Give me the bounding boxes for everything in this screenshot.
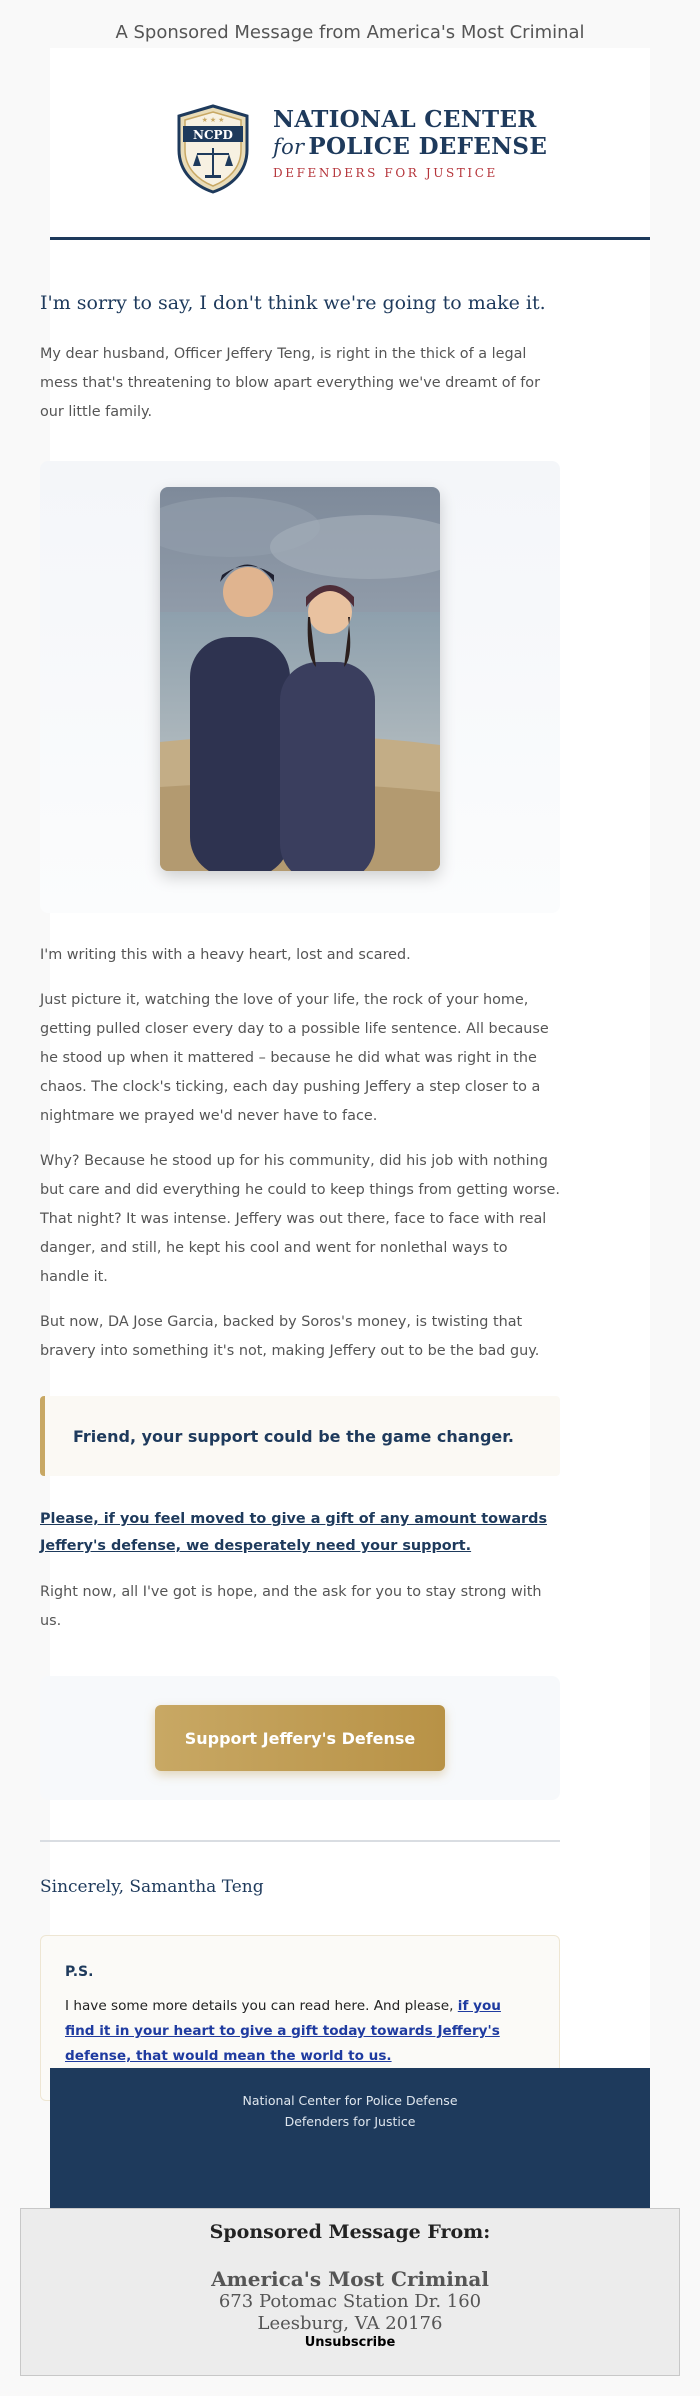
unsubscribe-link[interactable]: Unsubscribe: [304, 2335, 396, 2350]
logo-line-2: [273, 133, 547, 161]
ps-text: [65, 1994, 535, 2069]
sponsor-address-line-2: Leesburg, VA 20176: [257, 2313, 443, 2334]
ps-donate-link[interactable]: if you find it in your heart to give a gift today towards Jeffery's defense, that would mean the world to us.: [65, 1998, 501, 2064]
email-body: [40, 240, 560, 2101]
ps-label: P.S.: [65, 1964, 94, 1980]
sponsor-address-line-1: 673 Potomac Station Dr. 160: [218, 2291, 482, 2312]
email-header: [50, 48, 650, 240]
logo-tagline: DEFENDERS FOR JUSTICE: [273, 166, 498, 180]
signoff: Sincerely, Samantha Teng: [40, 1877, 264, 1897]
email-footer: [50, 2068, 650, 2208]
photo-frame: [40, 461, 560, 913]
sponsor-info-box: [20, 2208, 680, 2376]
couple-photo-illustration: [160, 487, 440, 871]
divider: [40, 1840, 560, 1842]
logo-wordmark: [273, 106, 547, 180]
support-callout: Friend, your support could be the game changer.: [40, 1396, 560, 1476]
logo-line-1: NATIONAL CENTER: [273, 106, 537, 133]
paragraph-4: But now, DA Jose Garcia, backed by Soros's money, is twisting that bravery into something it's not, making Jeffery out to be the bad guy.: [40, 1314, 540, 1359]
headline: I'm sorry to say, I don't think we're going to make it.: [40, 292, 546, 314]
logo-badge-text: NCPD: [193, 128, 233, 142]
ncpd-logo[interactable]: [173, 104, 548, 194]
cta-section: [40, 1676, 560, 1800]
paragraph-3: Why? Because he stood up for his community, did his job with nothing but care and did everything he could to keep things from getting worse. That night? It was intense. Jeffery was out there, face to face with real danger, and still, he kept his cool and went for nonlethal ways to handle it.: [40, 1153, 560, 1285]
paragraph-1: I'm writing this with a heavy heart, lost and scared.: [40, 947, 411, 963]
footer-tagline: Defenders for Justice: [284, 2114, 416, 2129]
ask-paragraph: [40, 1506, 560, 1560]
intro-paragraph: My dear husband, Officer Jeffery Teng, is right in the thick of a legal mess that's threatening to blow apart everything we've dreamt of for our little family.: [40, 346, 541, 420]
sponsor-heading: Sponsored Message From:: [209, 2221, 491, 2243]
logo-line-2-text: POLICE DEFENSE: [308, 133, 548, 160]
paragraph-2: Just picture it, watching the love of your life, the rock of your home, getting pulled closer every day to a possible life sentence. All because he stood up when it mattered – because he did what was right in the chaos. The clock's ticking, each day pushing Jeffery a step closer to a nightmare we prayed we'd never have to face.: [40, 992, 549, 1124]
logo-for: for: [273, 135, 305, 159]
svg-text:★ ★ ★: ★ ★ ★: [201, 117, 225, 124]
police-shield-badge-icon: [173, 104, 253, 194]
support-defense-button[interactable]: Support Jeffery's Defense: [155, 1705, 445, 1771]
donate-ask-link[interactable]: Please, if you feel moved to give a gift of any amount towards Jeffery's defense, we desperately need your support.: [40, 1511, 548, 1554]
sponsor-name: America's Most Criminal: [211, 2267, 489, 2291]
sponsor-banner: A Sponsored Message from America's Most Criminal: [115, 22, 585, 43]
couple-photo: [160, 487, 440, 871]
footer-org: National Center for Police Defense: [242, 2093, 458, 2108]
hope-paragraph: Right now, all I've got is hope, and the ask for you to stay strong with us.: [40, 1584, 542, 1629]
ps-intro: I have some more details you can read here. And please,: [65, 1998, 458, 2014]
